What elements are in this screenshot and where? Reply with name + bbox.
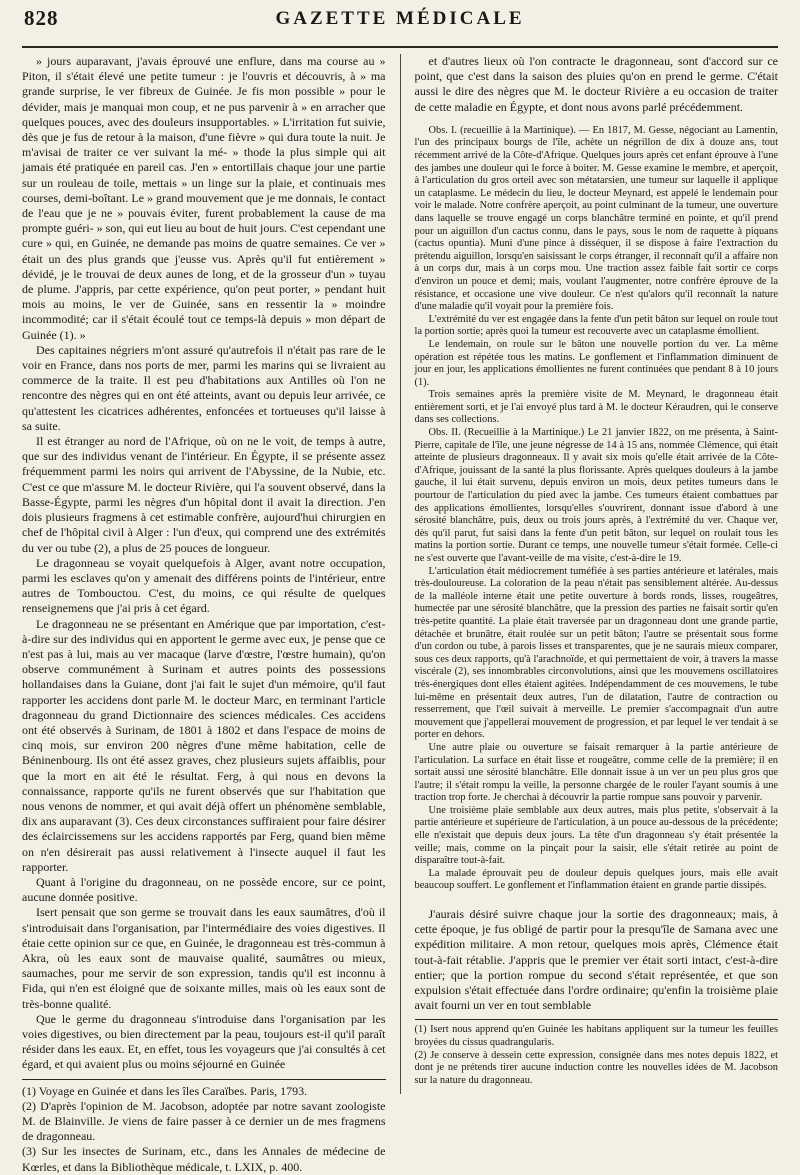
paragraph: La malade éprouvait peu de douleur depuis quelques jours, mais elle avait beaucoup souffert. Le gonflement et l'inflammation étaient en grande partie dissipés. [414,867,778,892]
footnote: (1) Isert nous apprend qu'en Guinée les habitans appliquent sur la tumeur les feuilles broyées du cissus quadrangularis. [414,1024,778,1049]
paragraph: Une autre plaie ou ouverture se faisait remarquer à la partie antérieure de l'articulation. La surface en était lisse et rougeâtre, comme celle de la première; il en sortait aussi une sérosité blanchâtre. Elle donnait issue à un ver un peu plus gros que l'autre; il s'était rompu la veille, la personne chargée de le rouler l'ayant soumis à une traction trop forte. Je cherchai à découvrir la partie rompue sans pouvoir y parvenir. [414,741,778,804]
footnote: (1) Voyage en Guinée et dans les îles Caraïbes. Paris, 1793. [22,1083,308,1098]
paragraph: Trois semaines après la première visite de M. Meynard, le dragonneau était entièrement sorti, et je l'ai envoyé plus tard à M. le docteur Kéraudren, qui le conserve dans ses collections. [414,389,778,426]
paragraph: Quant à l'origine du dragonneau, on ne possède encore, sur ce point, aucune donnée positive. [22,874,386,905]
paragraph: Des capitaines négriers m'ont assuré qu'autrefois il n'était pas rare de le voir en France, dans nos ports de mer, parmi les marins qui se livraient au commerce de la traite. Il est peu d'habitations aux Antilles où l'on ne rencontre des nègres qui en ont été atteints, avant ou depuis leur arrivée, ce qu'attestent les cicatrices adhérentes, enfoncées et tortueuses qu'il laisse à sa suite. [22,342,386,433]
left-column [22,54,386,1174]
right-column [415,54,779,1094]
paragraph: Le lendemain, on roule sur le bâton une nouvelle portion du ver. La même opération est répétée tous les matins. Le gonflement et l'inflammation diminuent de jour en jour, les applications émollientes ne furent continuées que pendant 8 à 10 jours (1). [414,338,778,388]
spacer [415,115,779,125]
paragraph: Il est étranger au nord de l'Afrique, où on ne le voit, de temps à autre, que sur des individus venant de l'intérieur. En Égypte, il se présente assez fréquemment parmi les noirs qui arrivent de l'Abyssine, de la Nubie, etc. C'est ce que m'assure M. le docteur Rivière, qui l'a souvent observé, dans la Basse-Égypte, parmi les nègres d'un hôpital dont il avait la direction. J'en dois plusieurs fragmens à cet estimable confrère, aujourd'hui chirurgien en chef de l'hôpital civil à Alger : l'un d'eux, qui comprend une des extrémités du ver ou tube (2), a plus de 25 pouces de longueur. [22,434,386,555]
journal-title: GAZETTE MÉDICALE [275,8,525,29]
paragraph: Le dragonneau se voyait quelquefois à Alger, avant notre occupation, parmi les esclaves qu'on y amenait des différens points de l'intérieur, entre autres de Tombouctou. C'est, du moins, ce qui résulte de quelques renseignemens que j'ai pris à cet égard. [22,555,386,616]
paragraph: Isert pensait que son germe se trouvait dans les eaux saumâtres, d'où il s'introduisait dans l'organisation, par l'intermédiaire des voies digestives. Il étaie cette opinion sur ce que, en Guinée, le dragonneau est très-commun à Akra, où les eaux sont de mauvaise qualité, saumâtres ou mieux, saumaches, pour me servir de son expression, tandis qu'il est inconnu à Fida, qui n'en est éloigné que de soixante milles, mais où les eaux sont de très-bonne qualité. [22,905,386,1011]
footnote-rule [415,1019,779,1020]
observation-paragraph: Obs. I. (recueillie à la Martinique). — En 1817, M. Gesse, négociant au Lamentin, l'un des principaux bourgs de l'île, achète un négrillon de dix à douze ans, tout récemment arrivé de la Côte-d'Afrique. Quelques jours après cet enfant éprouve à l'une des jambes une douleur qui le force à boiter. M. Gesse examine le membre, et aperçoit, à l'articulation du gros orteil avec son métatarsien, une tumeur sur laquelle il applique un cataplasme. Le médecin du lieu, le docteur Meynard, est appelé le lendemain pour voir le malade. Notre confrère aperçoit, au point culminant de la tumeur, une ouverture dans laquelle se trouve engagé un corps blanchâtre terminé en pointe, et qu'il prend pour un aiguillon d'un cactus connu, dans le pays, sous le nom de raquette à piquans (cactus opuntia). Muni d'une pince à disséquer, il se dispose à faire l'extraction du prétendu aiguillon, lorsqu'en saisissant le corps étranger, il reconnaît qu'il a affaire non à un corps dur, mais à un corps mou. Une traction assez faible fait sortir ce corps d'environ un pouce et demi; mais, voulant l'augmenter, notre confrère éprouve de la résistance, et occasione une vive douleur. Ce n'est qu'alors qu'il reconnaît la nature d'une maladie qu'il voyait pour la première fois. [414,124,778,313]
paragraph: » jours auparavant, j'avais éprouvé une enflure, dans ma course au » Piton, il s'était élevé une petite tumeur : je l'ouvris et découvris, à » ma grande surprise, le ver fibreux de Guinée. Je fis mon possible » pour le dévider, mais je manquai mon coup, et ne pus parvenir à » en arracher que quelques pouces, avec des douleurs insupportables. » L'irritation fut suivie, dès que je fus de retour à la maison, d'une fièvre » qui dura toute la nuit. Je m'avisai de traiter ce ver suivant la mé- » thode la plus simple qui ait jamais été pratiquée en pareil cas. J'en » entortillais chaque jour une partie sur un rouleau de toile, mettais » un linge sur la plaie, et continuais mes courses, demi-boîtant. Le » grand mouvement que je me donnais, le contact de l'eau que je ne » pouvais éviter, furent probablement la cause de ma prompte guéri- » son, qui eut lieu au bout de huit jours. C'est cependant une cure » qui, en Guinée, ne demande pas moins de quatre semaines. Ce ver » était un des plus grands que j'eusse vus. Après qu'il fut entièrement » dévidé, je le trouvai de deux aunes de long, et de la grosseur d'un » tuyau de plume. J'appris, par cette expérience, qu'on peut porter, » pendant huit mois au moins, le ver de Guinée, sans en ressentir la » moindre incommodité; car il s'était écoulé tout ce temps-là depuis » mon départ de Guinée (1). » [22,54,386,342]
footnote: (2) Je conserve à dessein cette expression, consignée dans mes notes depuis 1822, et dont je ne prétends tirer aucune induction contre les nouvelles idées de M. Jacobson sur la nature du dragonneau. [414,1049,778,1086]
observation-paragraph: Obs. II. (Recueillie à la Martinique.) Le 21 janvier 1822, on me présenta, à Saint-Pierre, capitale de l'île, une jeune négresse de 14 à 15 ans, nommée Clémence, qui était atteinte de plusieurs dragonneaux. Il y avait six mois qu'elle était arrivée de la Côte-d'Afrique, jouissant de la santé la plus florissante. Après quelques douleurs à la jambe gauche, il lui était survenu, depuis environ un mois, deux petites tumeurs dans le pourtour de l'articulation du pied avec la jambe. Ces tumeurs étaient combattues par des applications émollientes, lorsqu'elles s'ouvrirent, donnant issue d'abord à une sérosité blanchâtre, puis, deux ou trois jours après, à l'extrémité du ver. Chaque ver, dès qu'il parut, fut saisi dans la fente d'un petit bâton, sur lequel on roulait tous les matins la portion sortie. Durant ce temps, une nouvelle tumeur s'était formée. Celle-ci ne s'est ouverte que l'avant-veille de ma visite, c'est-à-dire le 19. [414,427,778,564]
columns [22,54,778,1174]
page-header [22,0,778,48]
paragraph: et d'autres lieux où l'on contracte le dragonneau, sont d'accord sur ce point, que c'est dans la saison des pluies qu'on en prend le germe. C'était aussi le dire des nègres que M. le docteur Rivière a eu occasion de traiter de cette maladie en Égypte, et dont nous avons parlé précédemment. [414,54,778,114]
paragraph: L'articulation était médiocrement tuméfiée à ses parties antérieure et latérales, mais très-douloureuse. La coloration de la peau n'était pas sensiblement altérée. Au-dessus de la malléole interne était une petite ouverture à bords ronds, lisses, rougeâtres, humectée par une sérosité blanchâtre, que la pression des parties ne faisait sortir qu'en très-petite quantité. La plaie était traversée par un dragonneau dont une grande partie, détachée et brunâtre, était roulée sur un petit bâton; l'autre se présentait sous forme d'un cordon ou tube, à parois lisses et transparentes, que je ne saurais mieux comparer, sous ces deux rapports, qu'à l'arachnoïde, et qui permettaient de voir, à travers la masse viscérale (2), ses innombrables circonvolutions, ainsi que les mouvemens oscillatoires très-énergiques dont elles étaient agitées. Indépendamment de ces mouvemens, le tube lui-même en présentait deux autres, l'un de dilatation, l'autre de contraction ou resserrement, que l'œil suivait à merveille. Le premier s'accompagnait d'un autre mouvement que j'appellerai mouvement de progression, et par lequel le ver tendait à se porter en dehors. [414,565,778,741]
footnote: (3) Sur les insectes de Surinam, etc., dans les Annales de médecine de Kœrles, et dans la Bibliothèque médicale, t. LXIX, p. 400. [22,1144,386,1174]
paragraph: Une troisième plaie semblable aux deux autres, mais plus petite, s'observait à la partie antérieure et supérieure de l'articulation, à un pouce au-dessous de la précédente; elle n'existait que depuis deux jours. La tête d'un dragonneau s'y était présentée la veille; mais, comme on la pinçait pour la saisir, elle s'était retirée au point de disparaître tout-à-fait. [414,804,778,867]
paragraph: Que le germe du dragonneau s'introduise dans l'organisation par les voies digestives, ou bien directement par la peau, toujours est-il qu'il paraît résider dans les eaux. Et, en effet, tous les voyageurs que j'ai consultés à cet égard, et qui avaient plus ou moins séjourné en Guinée [22,1011,386,1072]
paragraph: L'extrémité du ver est engagée dans la fente d'un petit bâton sur lequel on roule tout la portion sortie; après quoi la tumeur est recouverte avec un cataplasme émollient. [414,313,778,338]
page-number: 828 [24,6,59,30]
paragraph: J'aurais désiré suivre chaque jour la sortie des dragonneaux; mais, à cette époque, je fus obligé de partir pour la presqu'île de Samana avec une expédition militaire. A mon retour, quelques mois après, Clémence était tout-à-fait rétablie. J'appris que le premier ver était sorti intact, c'est-à-dire entier; que la portion rompue du second s'était représentée, et que son expulsion s'était effectuée dans l'ordre ordinaire; qu'enfin la troisième plaie avait fourni un ver en tout semblable [414,907,778,1013]
column-divider [400,54,401,1094]
footnote-rule [22,1079,386,1080]
paragraph: Le dragonneau ne se présentant en Amérique que par importation, c'est-à-dire sur des individus qui en apportent le germe avec eux, je pense que ce n'est pas à lui, mais au ver macaque (larve d'œstre, l'œstre humain), qu'on observe communément à Surinam et autres points des possessions hollandaises dans la Guiane, dont j'ai fait le sujet d'un mémoire, qu'il faut rapporter les accidens dont parle M. le docteur Marc, en terminant l'article dragonneau du grand Dictionnaire des sciences médicales. Ces accidens ont été observés à Surinam, de 1801 à 1802 et dans l'espace de moins de cinq mois, sur environ 200 nègres d'une même habitation, celle de Béninenbourg. Ils ont été assez graves, chez plusieurs sujets affaiblis, pour que la mort en ait été le résultat. Ferg, à qui nous en devons la connaissance, rapporte qu'ils ne furent observés que sur l'habitation que nous venons de nommer, et qui avait déjà offert un phénomène semblable, dix ans auparavant (3). Ces deux circonstances suffiraient pour faire désirer des éclaircissemens sur les accidens rapportés par Ferg, quand bien même on n'en désirerait pas aussi relativement à l'insecte auquel il faut les rapporter. [22,616,386,874]
spacer [415,893,779,907]
footnote: (2) D'après l'opinion de M. Jacobson, adoptée par notre savant zoologiste M. de Blainville. Je viens de faire passer à ce dernier un de mes fragmens de dragonneau. [22,1098,386,1144]
